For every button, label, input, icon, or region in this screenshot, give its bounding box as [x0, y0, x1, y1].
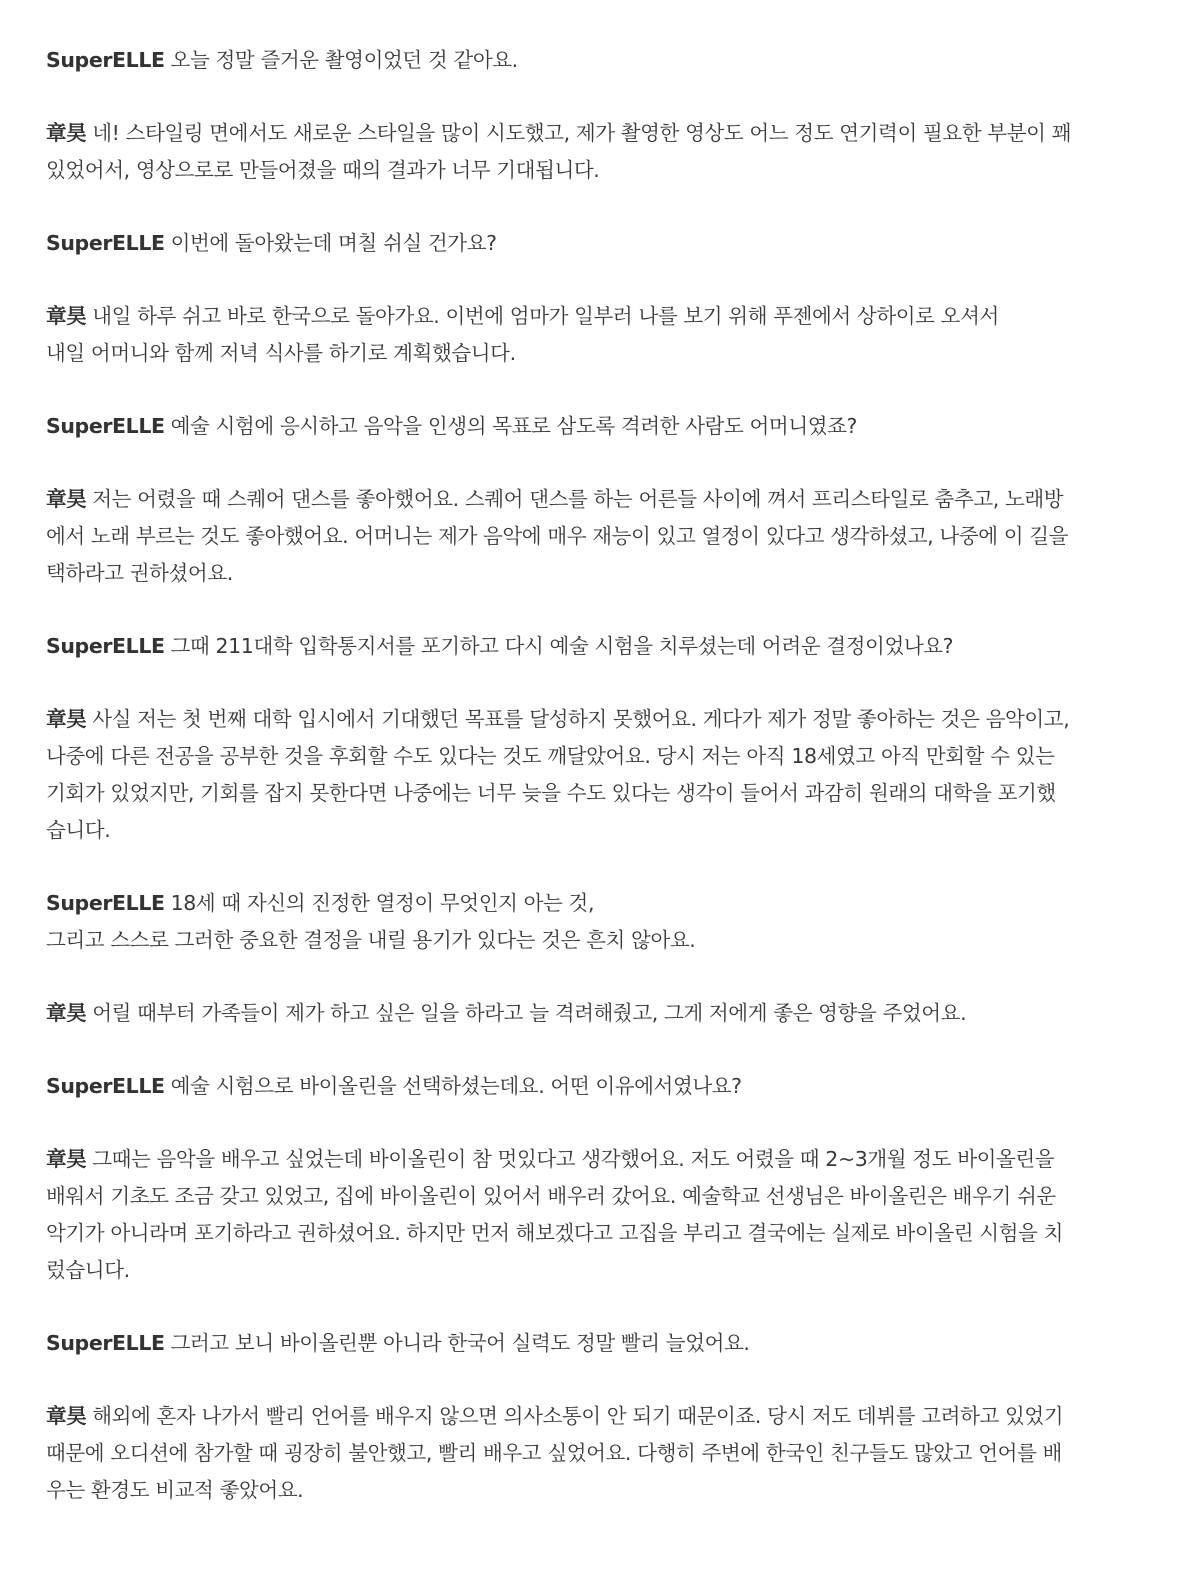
interview-paragraph [46, 701, 1140, 849]
paragraph-line: 그때 211대학 입학통지서를 포기하고 다시 예술 시험을 치루셨는데 어려운 결정이었나요? [170, 634, 954, 658]
interview-paragraph [46, 1068, 1140, 1105]
paragraph-line: 네! 스타일링 면에서도 새로운 스타일을 많이 시도했고, 제가 촬영한 영상도 어느 정도 연기력이 필요한 부분이 꽤 [92, 121, 1072, 145]
paragraph-line: 18세 때 자신의 진정한 열정이 무엇인지 아는 것, [170, 891, 595, 915]
speaker-name: SuperELLE [46, 231, 165, 255]
paragraph-line: 에서 노래 부르는 것도 좋아했어요. 어머니는 제가 음악에 매우 재능이 있고 열정이 있다고 생각하셨고, 나중에 이 길을 [46, 524, 1069, 548]
interview-paragraph [46, 481, 1140, 592]
paragraph-line: 우는 환경도 비교적 좋았어요. [46, 1478, 304, 1502]
speaker-name: 章昊 [46, 487, 87, 511]
speaker-name: SuperELLE [46, 1074, 165, 1098]
speaker-name: 章昊 [46, 1001, 87, 1025]
paragraph-line: 렀습니다. [46, 1258, 130, 1282]
paragraph-line: 그때는 음악을 배우고 싶었는데 바이올린이 참 멋있다고 생각했어요. 저도 어렸을 때 2~3개월 정도 바이올린을 [92, 1147, 1055, 1171]
paragraph-line: 때문에 오디션에 참가할 때 굉장히 불안했고, 빨리 배우고 싶었어요. 다행히 주변에 한국인 친구들도 많았고 언어를 배 [46, 1441, 1062, 1465]
speaker-name: SuperELLE [46, 414, 165, 438]
paragraph-line: 사실 저는 첫 번째 대학 입시에서 기대했던 목표를 달성하지 못했어요. 게다가 제가 정말 좋아하는 것은 음악이고, [92, 707, 1070, 731]
speaker-name: SuperELLE [46, 891, 165, 915]
interview-paragraph [46, 408, 1140, 445]
speaker-name: 章昊 [46, 304, 87, 328]
speaker-name: 章昊 [46, 1404, 87, 1428]
paragraph-line: 이번에 돌아왔는데 며칠 쉬실 건가요? [170, 231, 497, 255]
paragraph-line: 어릴 때부터 가족들이 제가 하고 싶은 일을 하라고 늘 격려해줬고, 그게 저에게 좋은 영향을 주었어요. [92, 1001, 967, 1025]
speaker-name: 章昊 [46, 707, 87, 731]
paragraph-line: 습니다. [46, 818, 111, 842]
paragraph-line: 그러고 보니 바이올린뿐 아니라 한국어 실력도 정말 빨리 늘었어요. [170, 1331, 750, 1355]
paragraph-line: 오늘 정말 즐거운 촬영이었던 것 같아요. [170, 48, 518, 72]
paragraph-line: 저는 어렸을 때 스퀘어 댄스를 좋아했어요. 스퀘어 댄스를 하는 어른들 사이에 껴서 프리스타일로 춤추고, 노래방 [92, 487, 1064, 511]
paragraph-line: 나중에 다른 전공을 공부한 것을 후회할 수도 있다는 것도 깨달았어요. 당시 저는 아직 18세였고 아직 만회할 수 있는 [46, 744, 1055, 768]
paragraph-line: 내일 어머니와 함께 저녁 식사를 하기로 계획했습니다. [46, 341, 516, 365]
speaker-name: 章昊 [46, 121, 87, 145]
speaker-name: 章昊 [46, 1147, 87, 1171]
paragraph-line: 해외에 혼자 나가서 빨리 언어를 배우지 않으면 의사소통이 안 되기 때문이죠. 당시 저도 데뷔를 고려하고 있었기 [92, 1404, 1064, 1428]
interview-paragraph [46, 115, 1140, 189]
interview-paragraph [46, 628, 1140, 665]
interview-paragraph [46, 885, 1140, 959]
speaker-name: SuperELLE [46, 48, 165, 72]
interview-paragraph [46, 298, 1140, 372]
interview-paragraph [46, 1325, 1140, 1362]
paragraph-line: 배워서 기초도 조금 갖고 있었고, 집에 바이올린이 있어서 배우러 갔어요. 예술학교 선생님은 바이올린은 배우기 쉬운 [46, 1184, 1056, 1208]
speaker-name: SuperELLE [46, 634, 165, 658]
paragraph-line: 악기가 아니라며 포기하라고 권하셨어요. 하지만 먼저 해보겠다고 고집을 부리고 결국에는 실제로 바이올린 시험을 치 [46, 1221, 1063, 1245]
interview-paragraph [46, 1398, 1140, 1509]
paragraph-line: 그리고 스스로 그러한 중요한 결정을 내릴 용기가 있다는 것은 흔치 않아요. [46, 928, 696, 952]
paragraph-line: 예술 시험으로 바이올린을 선택하셨는데요. 어떤 이유에서였나요? [170, 1074, 742, 1098]
speaker-name: SuperELLE [46, 1331, 165, 1355]
paragraph-line: 내일 하루 쉬고 바로 한국으로 돌아가요. 이번에 엄마가 일부러 나를 보기 위해 푸젠에서 상하이로 오셔서 [92, 304, 999, 328]
interview-paragraph [46, 225, 1140, 262]
paragraph-line: 기회가 있었지만, 기회를 잡지 못한다면 나중에는 너무 늦을 수도 있다는 생각이 들어서 과감히 원래의 대학을 포기했 [46, 781, 1056, 805]
interview-paragraph [46, 995, 1140, 1032]
paragraph-line: 있었어서, 영상으로로 만들어졌을 때의 결과가 너무 기대됩니다. [46, 158, 600, 182]
interview-paragraph [46, 42, 1140, 79]
paragraph-line: 택하라고 권하셨어요. [46, 561, 233, 585]
interview-paragraph [46, 1141, 1140, 1289]
paragraph-line: 예술 시험에 응시하고 음악을 인생의 목표로 삼도록 격려한 사람도 어머니였죠? [170, 414, 858, 438]
